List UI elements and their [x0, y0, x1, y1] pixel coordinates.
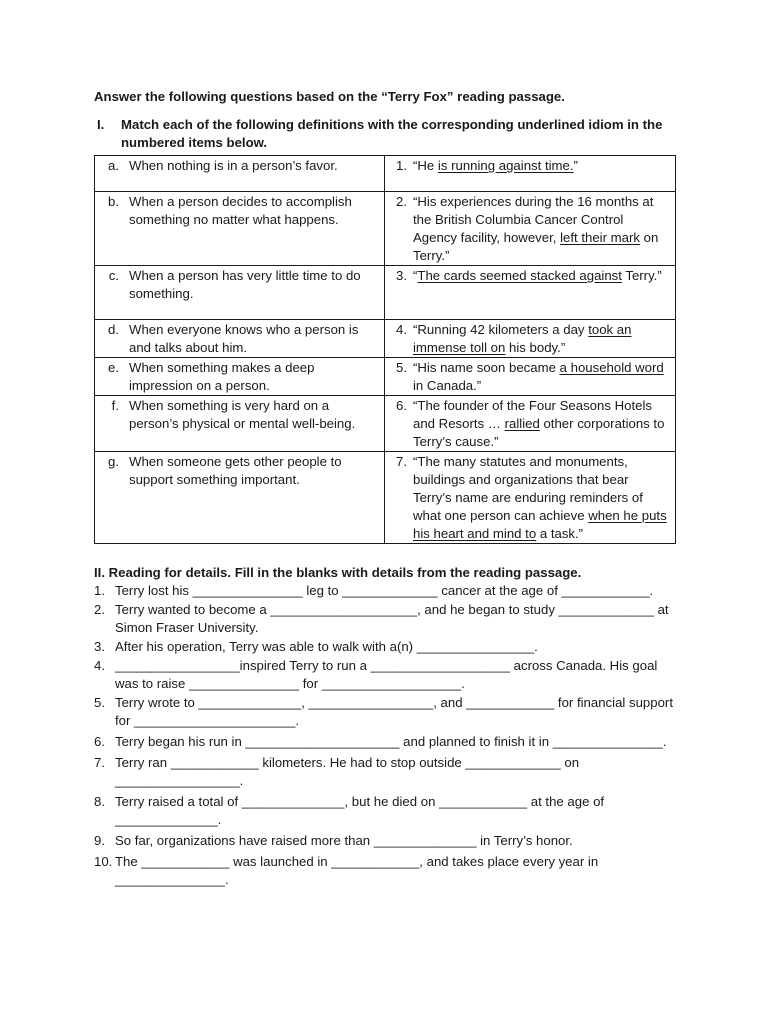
definition-letter: g.	[108, 454, 119, 469]
question-text: Terry lost his _______________ leg to _____________ cancer at the age of ____________.	[115, 583, 654, 598]
sentence-text: on Terry.”	[413, 230, 659, 263]
question-text: After his operation, Terry was able to walk with a(n) ________________.	[115, 639, 538, 654]
sentence-text: “Running 42 kilometers a day	[413, 322, 589, 337]
definition-letter: a.	[108, 158, 119, 173]
idiom-sentence	[413, 157, 675, 175]
fill-in-question	[94, 694, 684, 730]
sentence-text: Terry.”	[621, 268, 662, 283]
question-number: 4.	[94, 658, 105, 673]
underlined-idiom: The cards seemed stacked against	[417, 268, 622, 283]
definition-text: When everyone knows who a person is and talks about him.	[129, 322, 359, 355]
idiom-number: 3.	[396, 268, 407, 283]
definition-cell	[95, 320, 385, 358]
definition-text: When something makes a deep impression on a person.	[129, 360, 315, 393]
section-2-heading: II. Reading for details. Fill in the blanks with details from the reading passage.	[94, 565, 582, 580]
question-number: 8.	[94, 794, 105, 809]
definition-text: When a person has very little time to do something.	[129, 268, 361, 301]
definition-text: When a person decides to accomplish something no matter what happens.	[129, 194, 352, 227]
underlined-idiom: rallied	[504, 416, 540, 431]
question-text: So far, organizations have raised more than ______________ in Terry’s honor.	[115, 833, 573, 848]
matching-row	[95, 192, 676, 266]
fill-in-question	[94, 832, 684, 850]
question-text: The ____________ was launched in ____________, and takes place every year in _______________.	[115, 854, 599, 887]
definition-cell	[95, 156, 385, 192]
question-text: Terry ran ____________ kilometers. He had to stop outside _____________ on _________________.	[115, 755, 580, 788]
definition-cell	[95, 396, 385, 452]
idiom-number: 6.	[396, 398, 407, 413]
question-number: 7.	[94, 755, 105, 770]
sentence-text: “The many statutes and monuments, buildings and organizations that bear Terry’s name are enduring reminders of what one person can achieve	[413, 454, 643, 523]
definition-letter: d.	[108, 322, 119, 337]
instructions: Answer the following questions based on the “Terry Fox” reading passage.	[94, 89, 565, 104]
question-number: 10.	[94, 854, 113, 869]
definition-letter: f.	[111, 398, 119, 413]
idiom-cell	[385, 266, 676, 320]
underlined-idiom: is running against time.	[437, 158, 574, 173]
question-text: Terry wrote to ______________, _________________, and ____________ for financial support for ______________________.	[115, 695, 673, 728]
definition-cell	[95, 452, 385, 544]
question-text: Terry raised a total of ______________, but he died on ____________ at the age of ______________.	[115, 794, 605, 827]
section-1-heading	[97, 116, 677, 152]
matching-row	[95, 266, 676, 320]
sentence-text: “His name soon became	[413, 360, 560, 375]
sentence-text: his body.”	[505, 340, 566, 355]
matching-row	[95, 358, 676, 396]
definition-text: When nothing is in a person’s favor.	[129, 158, 338, 173]
question-number: 6.	[94, 734, 105, 749]
question-number: 9.	[94, 833, 105, 848]
idiom-sentence	[413, 453, 675, 543]
idiom-number: 7.	[396, 454, 407, 469]
definition-letter: b.	[108, 194, 119, 209]
sentence-text: a task.”	[536, 526, 584, 541]
idiom-cell	[385, 320, 676, 358]
sentence-text: “His experiences during the 16 months at the British Columbia Cancer Control Agency facility, however,	[413, 194, 654, 245]
idiom-cell	[385, 358, 676, 396]
question-text: Terry wanted to become a ____________________, and he began to study _____________ at Simon Fraser University.	[115, 602, 669, 635]
fill-in-question	[94, 754, 684, 790]
idiom-sentence	[413, 321, 675, 357]
underlined-idiom: took an immense toll on	[413, 322, 632, 355]
fill-in-question	[94, 601, 684, 637]
question-number: 3.	[94, 639, 105, 654]
underlined-idiom: a household word	[559, 360, 664, 375]
matching-row	[95, 320, 676, 358]
sentence-text: other corporations to Terry’s cause.”	[413, 416, 665, 449]
fill-in-list	[94, 582, 684, 889]
idiom-sentence	[413, 359, 675, 395]
fill-in-question	[94, 638, 684, 656]
question-number: 1.	[94, 583, 105, 598]
sentence-text: in Canada.”	[413, 378, 482, 393]
idiom-number: 2.	[396, 194, 407, 209]
underlined-idiom: when he puts his heart and mind to	[413, 508, 667, 541]
definition-letter: e.	[108, 360, 119, 375]
section-1-title: Match each of the following definitions with the corresponding underlined idiom in the numbered items below.	[121, 117, 663, 150]
question-number: 5.	[94, 695, 105, 710]
fill-in-question	[94, 793, 684, 829]
definition-text: When someone gets other people to support something important.	[129, 454, 342, 487]
idiom-number: 1.	[396, 158, 407, 173]
sentence-text: “He	[413, 158, 438, 173]
definition-cell	[95, 358, 385, 396]
matching-row	[95, 396, 676, 452]
idiom-sentence	[413, 397, 675, 451]
matching-table	[94, 155, 676, 544]
fill-in-question	[94, 733, 684, 751]
idiom-cell	[385, 396, 676, 452]
fill-in-question	[94, 853, 684, 889]
definition-text: When something is very hard on a person’s physical or mental well-being.	[129, 398, 356, 431]
sentence-text: ”	[573, 158, 578, 173]
section-1-number: I.	[97, 117, 105, 132]
definition-cell	[95, 192, 385, 266]
idiom-sentence	[413, 267, 675, 285]
question-text: Terry began his run in _____________________ and planned to finish it in _______________.	[115, 734, 667, 749]
matching-row	[95, 156, 676, 192]
matching-row	[95, 452, 676, 544]
definition-cell	[95, 266, 385, 320]
idiom-cell	[385, 192, 676, 266]
question-text: _________________inspired Terry to run a ___________________ across Canada. His goal was to raise _______________ for ___________________.	[115, 658, 658, 691]
idiom-number: 5.	[396, 360, 407, 375]
fill-in-question	[94, 582, 684, 600]
question-number: 2.	[94, 602, 105, 617]
idiom-cell	[385, 452, 676, 544]
sentence-text: “The founder of the Four Seasons Hotels and Resorts …	[413, 398, 652, 431]
idiom-cell	[385, 156, 676, 192]
definition-letter: c.	[108, 268, 119, 283]
sentence-text: “	[413, 268, 418, 283]
idiom-number: 4.	[396, 322, 407, 337]
fill-in-question	[94, 657, 684, 693]
underlined-idiom: left their mark	[560, 230, 640, 245]
idiom-sentence	[413, 193, 675, 265]
